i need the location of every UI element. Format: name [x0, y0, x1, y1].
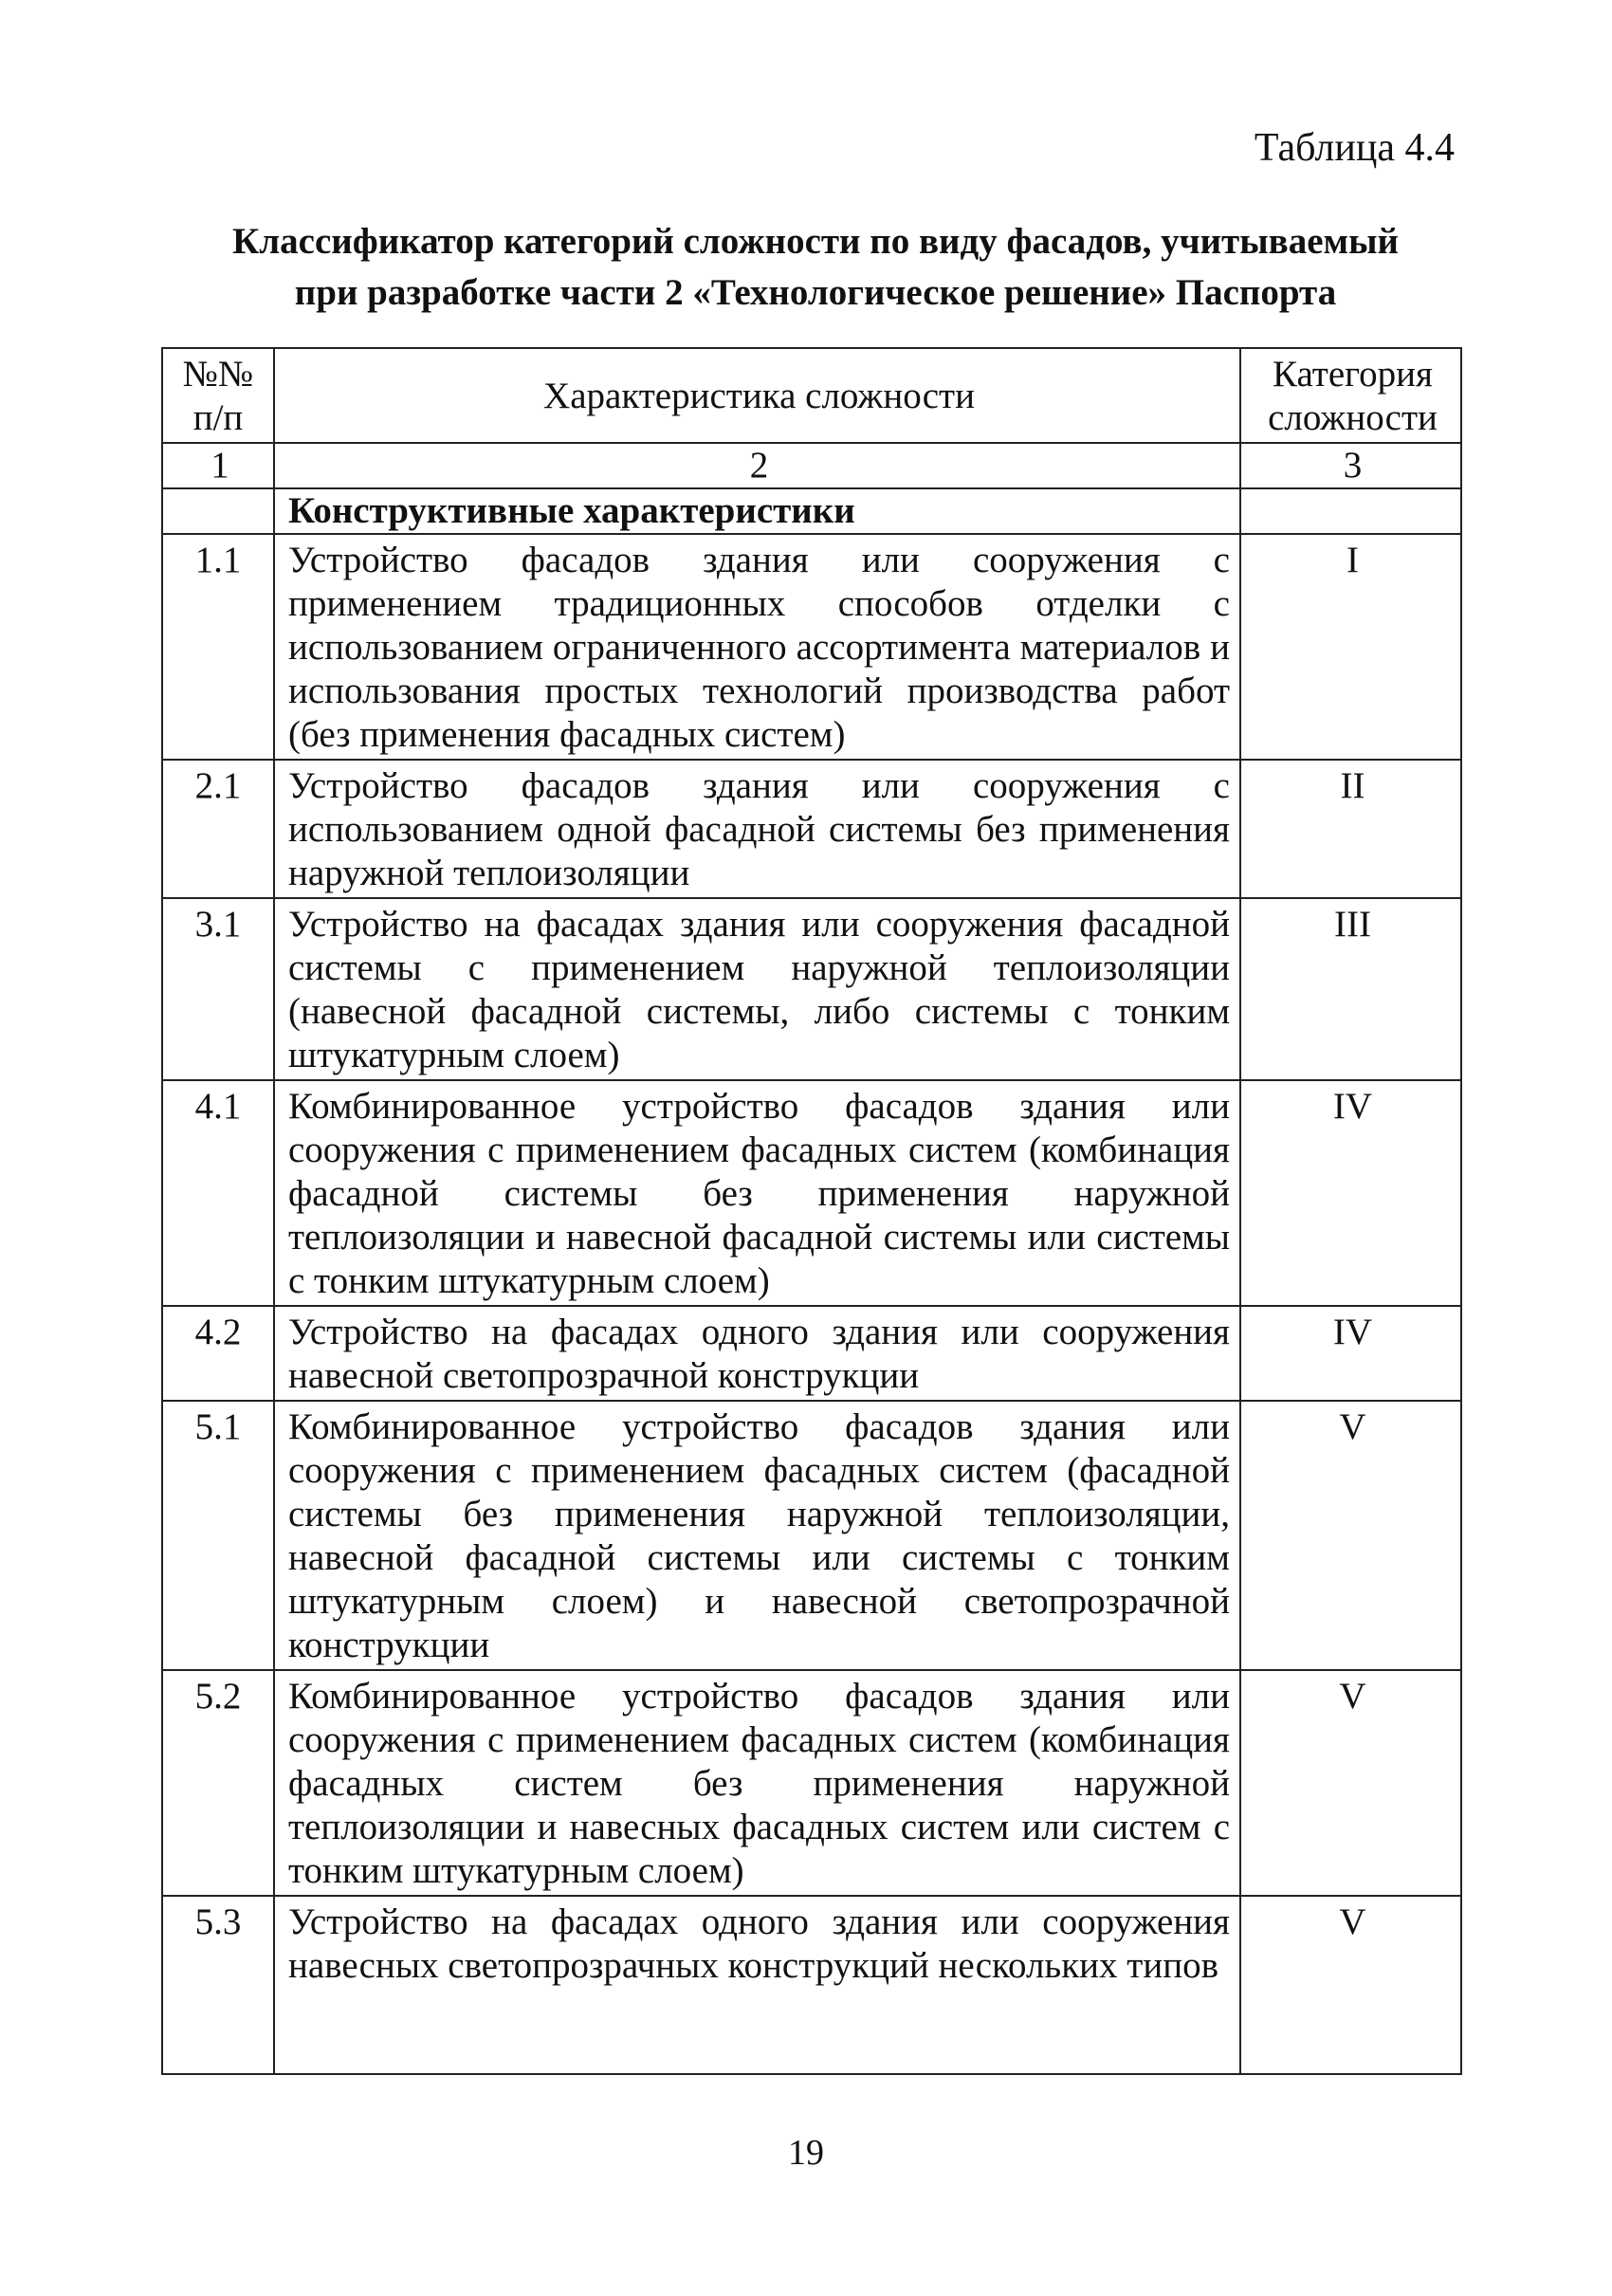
row-characteristic: Устройство на фасадах одного здания или сооружения навесных светопрозрачных конструкций нескольких типов [274, 1896, 1240, 2074]
section-empty-cell [1240, 488, 1461, 534]
table-title [142, 216, 1489, 319]
row-number: 4.1 [162, 1080, 274, 1306]
table-row [162, 534, 1461, 760]
row-characteristic: Устройство фасадов здания или сооружения с применением традиционных способов отделки с использованием ограниченного ассортимента материалов и использования простых технологий производства работ (без применения фасадных систем) [274, 534, 1240, 760]
column-index: 2 [274, 443, 1240, 488]
complexity-table [161, 347, 1462, 2075]
table-row [162, 1896, 1461, 2074]
row-number: 2.1 [162, 760, 274, 898]
table-number: Таблица 4.4 [1254, 126, 1455, 170]
header-num-line-1: №№ [182, 354, 254, 395]
column-index-row [162, 443, 1461, 488]
row-number: 5.3 [162, 1896, 274, 2074]
header-row [162, 348, 1461, 443]
table-row [162, 1306, 1461, 1401]
row-category: I [1240, 534, 1461, 760]
row-category: IV [1240, 1306, 1461, 1401]
header-category [1240, 348, 1461, 443]
table-row [162, 898, 1461, 1080]
header-num [162, 348, 274, 443]
row-number: 1.1 [162, 534, 274, 760]
row-category: IV [1240, 1080, 1461, 1306]
row-category: V [1240, 1670, 1461, 1896]
column-index: 3 [1240, 443, 1461, 488]
row-characteristic: Комбинированное устройство фасадов здания или сооружения с применением фасадных систем (фасадной системы без применения наружной теплоизоляции, навесной фасадной системы или системы с тонким штукатурным слоем) и навесной светопрозрачной конструкции [274, 1401, 1240, 1670]
row-characteristic: Комбинированное устройство фасадов здания или сооружения с применением фасадных систем (комбинация фасадной системы без применения наружной теплоизоляции и навесной фасадной системы или системы с тонким штукатурным слоем) [274, 1080, 1240, 1306]
table-row [162, 1670, 1461, 1896]
section-title: Конструктивные характеристики [274, 488, 1240, 534]
row-characteristic: Устройство на фасадах здания или сооружения фасадной системы с применением наружной теплоизоляции (навесной фасадной системы, либо системы с тонким штукатурным слоем) [274, 898, 1240, 1080]
row-category: III [1240, 898, 1461, 1080]
row-category: V [1240, 1401, 1461, 1670]
column-index: 1 [162, 443, 274, 488]
row-number: 5.2 [162, 1670, 274, 1896]
table-row [162, 760, 1461, 898]
row-characteristic: Устройство фасадов здания или сооружения с использованием одной фасадной системы без применения наружной теплоизоляции [274, 760, 1240, 898]
row-characteristic: Устройство на фасадах одного здания или сооружения навесной светопрозрачной конструкции [274, 1306, 1240, 1401]
section-row [162, 488, 1461, 534]
row-category: V [1240, 1896, 1461, 2074]
row-number: 3.1 [162, 898, 274, 1080]
table-title-line-2: при разработке части 2 «Технологическое решение» Паспорта [294, 272, 1337, 313]
header-category-line-1: Категория [1273, 354, 1433, 395]
header-characteristic: Характеристика сложности [274, 348, 1240, 443]
table-body [162, 534, 1461, 2074]
table-row [162, 1080, 1461, 1306]
row-characteristic: Комбинированное устройство фасадов здания или сооружения с применением фасадных систем (комбинация фасадных систем без применения наружной теплоизоляции и навесных фасадных систем или систем с тонким штукатурным слоем) [274, 1670, 1240, 1896]
row-number: 5.1 [162, 1401, 274, 1670]
section-empty-cell [162, 488, 274, 534]
table-title-line-1: Классификатор категорий сложности по виду фасадов, учитываемый [231, 221, 1400, 262]
page-number: 19 [788, 2133, 824, 2173]
header-category-line-2: сложности [1268, 397, 1438, 438]
header-num-line-2: п/п [192, 397, 244, 438]
row-number: 4.2 [162, 1306, 274, 1401]
table-row [162, 1401, 1461, 1670]
row-category: II [1240, 760, 1461, 898]
